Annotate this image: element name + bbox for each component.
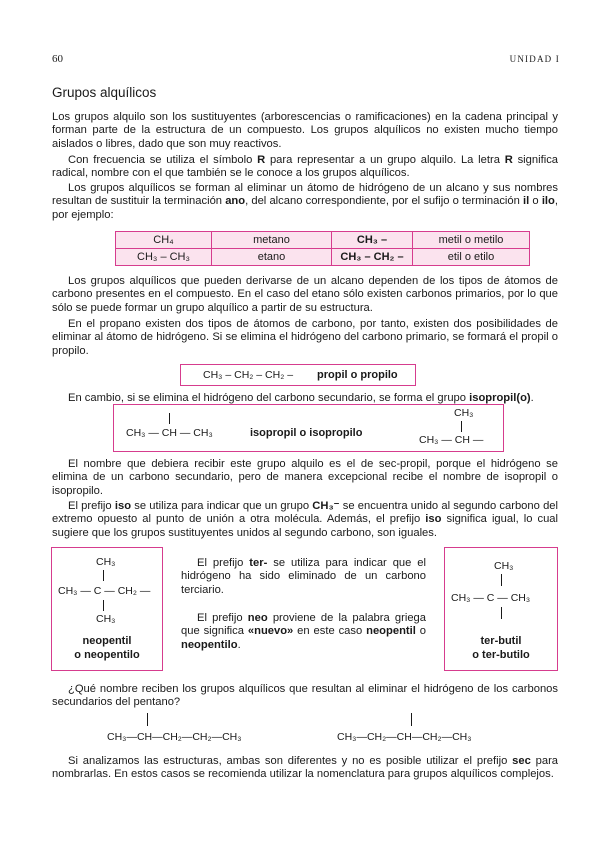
isopropyl-alt-top: CH₃: [454, 407, 474, 419]
table-row: [116, 232, 530, 249]
propyl-box: [180, 364, 416, 386]
paragraph-intro: Los grupos alquilo son los sustituyentes (arborescencias o ramificaciones) en la cadena principal y forman parte de la estructura de un compuesto. Los grupos alquílicos no existen mucho tiempo aislados o libres, dado que son muy reactivos.: [52, 111, 558, 150]
propyl-name: propil o propilo: [317, 369, 398, 381]
unit-label: UNIDAD I: [509, 54, 560, 64]
neopentyl-box: [51, 547, 163, 671]
bond-line: [169, 413, 170, 424]
alkane-cell: CH₄: [116, 232, 212, 249]
radical-name-cell: etil o etilo: [413, 249, 530, 266]
alkane-name-cell: metano: [212, 232, 332, 249]
isopropyl-formula: CH₃ — CH — CH₃: [126, 427, 213, 439]
radical-name-cell: metil o metilo: [413, 232, 530, 249]
bond-line: [411, 713, 412, 726]
examples-table: [115, 231, 530, 266]
paragraph-conclusion: Si analizamos las estructuras, ambas son diferentes y no es posible utilizar el prefijo sec para nombrarlas. En estos casos se recomienda utilizar la nomenclatura para grupos alquílicos complejos.: [52, 755, 559, 781]
table-row: [116, 249, 530, 266]
ter-prefix-text: El prefijo ter- se utiliza para indicar que el hidrógeno ha sido eliminado de un carbono terciario.: [181, 557, 426, 596]
paragraph-naming: Los grupos alquílicos se forman al eliminar un átomo de hidrógeno de un alcano y sus nombres resultan de sustituir la terminación ano, del alcano correspondiente, por el sufijo o terminación il o ilo, por ejemplo:: [52, 182, 558, 221]
bond-line: [501, 574, 502, 586]
bond-line: [501, 607, 502, 619]
isopropyl-name: isopropil o isopropilo: [250, 427, 363, 439]
paragraph-iso-prefix: El prefijo iso se utiliza para indicar que un grupo CH₃⁻ se encuentra unido al segundo carbono del extremo opuesto al punto de unión a otra molécula. Además, el prefijo iso significa igual, lo cual sugiere que los grupos sustituyentes unidos al segundo carbono, son iguales.: [52, 500, 559, 539]
neopentyl-top: CH₃: [96, 556, 116, 568]
propyl-formula: CH₃ – CH₂ – CH₂ –: [203, 369, 294, 381]
paragraph-propane: En el propano existen dos tipos de átomos de carbono, por tanto, existen dos posibilidades de eliminar al átomo de hidrógeno. Si se elimina el hidrógeno del carbono primario, se formará el propil o propilo.: [52, 318, 558, 357]
bond-line: [147, 713, 148, 726]
terbutyl-middle: CH₃ — C — CH₃: [451, 592, 531, 604]
alkane-name-cell: etano: [212, 249, 332, 266]
radical-cell: CH₃ –: [332, 232, 413, 249]
paragraph-carbon-types: Los grupos alquílicos que pueden derivarse de un alcano dependen de los tipos de átomos de carbono presentes en el compuesto. En el caso del etano sólo existen carbonos primarios, por lo que sólo se puede formar un grupo alquílico a partir de su estructura.: [52, 275, 558, 314]
radical-cell: CH₃ – CH₂ –: [332, 249, 413, 266]
neopentyl-middle: CH₃ — C — CH₂ —: [58, 585, 151, 597]
alkane-cell: CH₃ – CH₃: [116, 249, 212, 266]
pentane-structure-2: CH₃—CH₂—CH—CH₂—CH₃: [337, 731, 472, 743]
isopropyl-box: [113, 404, 504, 452]
pentane-structure-1: CH₃—CH—CH₂—CH₂—CH₃: [107, 731, 242, 743]
page-number: 60: [52, 53, 63, 65]
neo-prefix-text: El prefijo neo proviene de la palabra griega que significa «nuevo» en este caso neopentil o neopentilo.: [181, 612, 426, 651]
bond-line: [103, 600, 104, 611]
neopentyl-caption: neopentil o neopentilo: [74, 635, 140, 661]
bond-line: [461, 421, 462, 432]
bond-line: [103, 570, 104, 581]
paragraph-sec-propyl: El nombre que debiera recibir este grupo alquilo es el de sec-propil, porque el hidrógeno se elimina de un carbono secundario, pero de manera excepcional recibe el nombre de isopropil o isopropilo.: [52, 458, 558, 497]
question-text: ¿Qué nombre reciben los grupos alquílicos que resultan al eliminar el hidrógeno de los carbonos secundarios del pentano?: [52, 683, 558, 709]
section-title: Grupos alquílicos: [52, 85, 157, 100]
terbutyl-top: CH₃: [494, 560, 514, 572]
neopentyl-bottom: CH₃: [96, 613, 116, 625]
paragraph-symbol-r: Con frecuencia se utiliza el símbolo R para representar a un grupo alquilo. La letra R significa radical, nombre con el que también se le conoce a los grupos alquílicos.: [52, 154, 559, 180]
terbutyl-caption: ter-butil o ter-butilo: [472, 635, 530, 661]
terbutyl-box: [444, 547, 558, 671]
isopropyl-alt-bottom: CH₃ — CH —: [419, 434, 484, 446]
paragraph-isopropyl-intro: En cambio, si se elimina el hidrógeno del carbono secundario, se forma el grupo isopropil(o).: [68, 392, 534, 404]
